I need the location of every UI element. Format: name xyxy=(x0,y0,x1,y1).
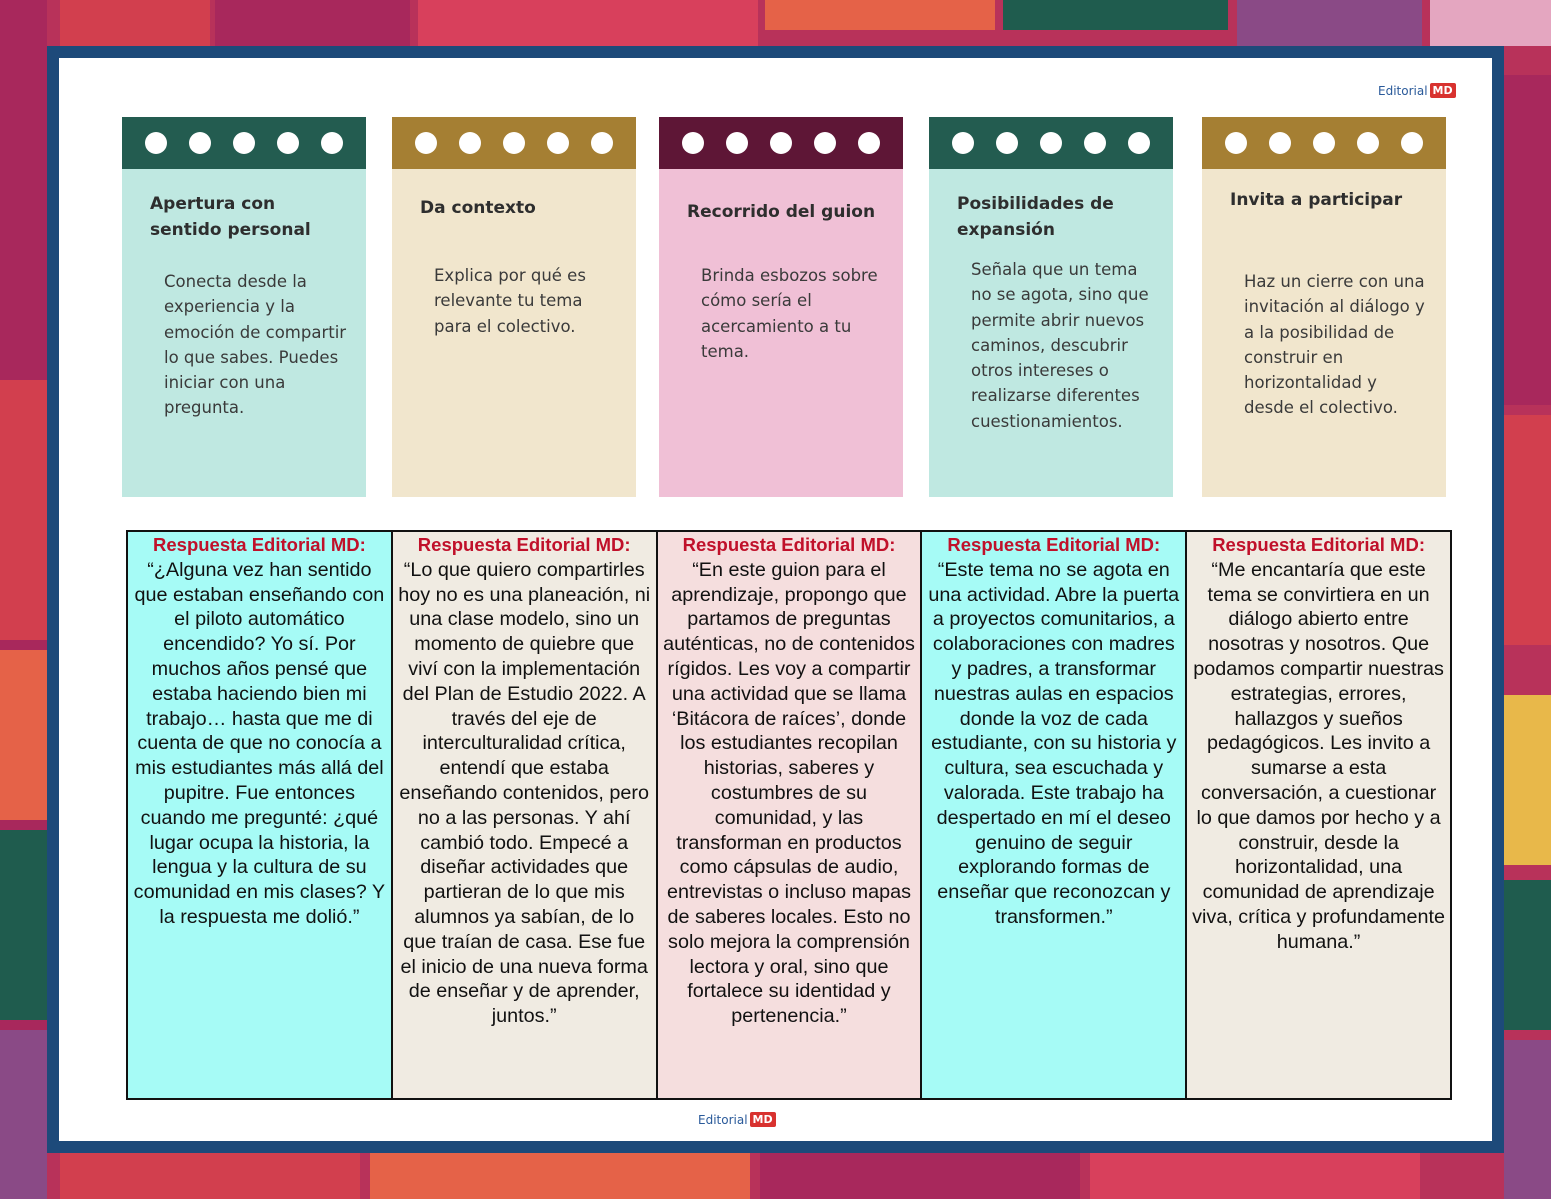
response-text: “¿Alguna vez han sentido que estaban enseñando con el piloto automático encendido? Yo sí. Por muchos años pensé que estaba haciendo bien mi trabajo… hasta que me di cuenta de que no conocía a mis estudiantes más allá del pupitre. Fue entonces cuando me pregunté: ¿qué lugar ocupa la historia, la lengua y la cultura de su comunidad en mis clases? Y la respuesta me dolió.” xyxy=(133,558,386,928)
dot-icon xyxy=(189,132,211,154)
card-text: Haz un cierre con una invitación al diálogo y a la posibilidad de construir en horizontalidad y desde el colectivo. xyxy=(1244,272,1425,418)
card-body xyxy=(392,169,636,497)
background-tile xyxy=(1090,1153,1420,1199)
background-tile xyxy=(1237,0,1422,46)
dot-icon xyxy=(277,132,299,154)
logo-text: Editorial xyxy=(698,1112,748,1127)
card-strip xyxy=(929,117,1173,169)
background-tile xyxy=(0,650,47,820)
background-tile xyxy=(215,0,410,46)
card-contexto xyxy=(392,117,636,497)
table-row xyxy=(127,531,1451,1099)
dot-icon xyxy=(952,132,974,154)
dot-icon xyxy=(591,132,613,154)
background-tile xyxy=(1504,415,1551,645)
background-tile xyxy=(370,1153,750,1199)
response-cell xyxy=(657,531,922,1099)
response-heading: Respuesta Editorial MD: xyxy=(1212,534,1425,555)
dot-icon xyxy=(1225,132,1247,154)
background-tile xyxy=(0,1030,47,1199)
editorial-logo-top xyxy=(1378,83,1456,98)
dot-icon xyxy=(1128,132,1150,154)
response-cell xyxy=(127,531,392,1099)
card-body xyxy=(659,169,903,497)
background-tile xyxy=(418,0,758,46)
dot-icon xyxy=(1040,132,1062,154)
card-strip xyxy=(392,117,636,169)
dot-icon xyxy=(503,132,525,154)
background-tile xyxy=(765,0,995,30)
dot-icon xyxy=(415,132,437,154)
background-tile xyxy=(60,0,210,46)
card-invita xyxy=(1202,117,1446,497)
card-text: Conecta desde la experiencia y la emoción de compartir lo que sabes. Puedes iniciar con una pregunta. xyxy=(164,272,347,418)
background-tile xyxy=(1003,0,1228,30)
card-title: Apertura con sentido personal xyxy=(150,194,311,240)
response-cell xyxy=(1186,531,1451,1099)
dot-icon xyxy=(996,132,1018,154)
background-tile xyxy=(1504,75,1551,405)
card-recorrido xyxy=(659,117,903,497)
response-text: “Este tema no se agota en una actividad. Abre la puerta a proyectos comunitarios, a colaboraciones con madres y padres, a transformar nuestras aulas en espacios donde la voz de cada estudiante, con su historia y cultura, sea escuchada y valorada. Este trabajo ha despertado en mí el deseo genuino de seguir explorando formas de enseñar que reconozcan y transformen.” xyxy=(928,558,1180,928)
dot-icon xyxy=(1401,132,1423,154)
response-text: “Lo que quiero compartirles hoy no es una planeación, ni una clase modelo, sino un momento de quiebre que viví con la implementación del Plan de Estudio 2022. A través del eje de interculturalidad crítica, entendí que estaba enseñando contenidos, pero no a las personas. Y ahí cambió todo. Empecé a diseñar actividades que partieran de lo que mis alumnos ya sabían, de lo que traían de casa. Ese fue el inicio de una nueva forma de enseñar y de aprender, juntos.” xyxy=(398,558,651,1028)
response-heading: Respuesta Editorial MD: xyxy=(947,534,1161,555)
card-text: Señala que un tema no se agota, sino que permite abrir nuevos caminos, descubrir otros intereses o realizarse diferentes cuestionamientos. xyxy=(971,260,1149,431)
card-body xyxy=(1202,169,1446,497)
dot-icon xyxy=(233,132,255,154)
dot-icon xyxy=(1313,132,1335,154)
card-strip xyxy=(659,117,903,169)
card-strip xyxy=(1202,117,1446,169)
card-expansion xyxy=(929,117,1173,497)
dot-icon xyxy=(1357,132,1379,154)
dot-icon xyxy=(547,132,569,154)
logo-badge: MD xyxy=(1430,83,1456,98)
responses-table xyxy=(126,530,1452,1100)
logo-text: Editorial xyxy=(1378,83,1428,98)
response-heading: Respuesta Editorial MD: xyxy=(682,534,896,555)
card-body xyxy=(929,169,1173,497)
dot-icon xyxy=(1269,132,1291,154)
background-tile xyxy=(1504,695,1551,865)
response-cell xyxy=(921,531,1186,1099)
background-tile xyxy=(1504,1040,1551,1199)
dot-icon xyxy=(459,132,481,154)
background-tile xyxy=(1430,0,1551,46)
card-title: Posibilidades de expansión xyxy=(957,194,1114,240)
background-tile xyxy=(760,1153,1080,1199)
response-heading: Respuesta Editorial MD: xyxy=(153,534,366,555)
response-text: “En este guion para el aprendizaje, propongo que partamos de preguntas auténticas, no de contenidos rígidos. Les voy a compartir una actividad que se llama ‘Bitácora de raíces’, donde los estudiantes recopilan historias, saberes y costumbres de su comunidad, y las transforman en productos como cápsulas de audio, entrevistas o incluso mapas de saberes locales. Esto no solo mejora la comprensión lectora y oral, sino que fortalece su identidad y pertenencia.” xyxy=(663,558,915,1028)
card-title: Recorrido del guion xyxy=(687,202,876,222)
background-tile xyxy=(0,830,47,1020)
dot-icon xyxy=(858,132,880,154)
card-text: Explica por qué es relevante tu tema para el colectivo. xyxy=(434,266,586,336)
editorial-logo-bottom xyxy=(698,1112,776,1127)
dot-icon xyxy=(1084,132,1106,154)
response-cell xyxy=(392,531,657,1099)
card-text: Brinda esbozos sobre cómo sería el acercamiento a tu tema. xyxy=(701,266,878,361)
card-body xyxy=(122,169,366,497)
dot-icon xyxy=(145,132,167,154)
dot-icon xyxy=(814,132,836,154)
dot-icon xyxy=(321,132,343,154)
background-tile xyxy=(60,1153,360,1199)
card-title: Invita a participar xyxy=(1230,190,1403,210)
logo-badge: MD xyxy=(750,1112,776,1127)
background-tile xyxy=(1504,880,1551,1030)
response-heading: Respuesta Editorial MD: xyxy=(417,534,631,555)
card-apertura xyxy=(122,117,366,497)
dot-icon xyxy=(770,132,792,154)
card-title: Da contexto xyxy=(420,198,536,218)
dot-icon xyxy=(682,132,704,154)
card-strip xyxy=(122,117,366,169)
dot-icon xyxy=(726,132,748,154)
background-tile xyxy=(0,380,47,640)
response-text: “Me encantaría que este tema se convirtiera en un diálogo abierto entre nosotras y nosotros. Que podamos compartir nuestras estrategias, errores, hallazgos y sueños pedagógicos. Les invito a sumarse a esta conversación, a cuestionar lo que damos por hecho y a construir, desde la horizontalidad, una comunidad de aprendizaje viva, crítica y profundamente humana.” xyxy=(1192,558,1446,953)
